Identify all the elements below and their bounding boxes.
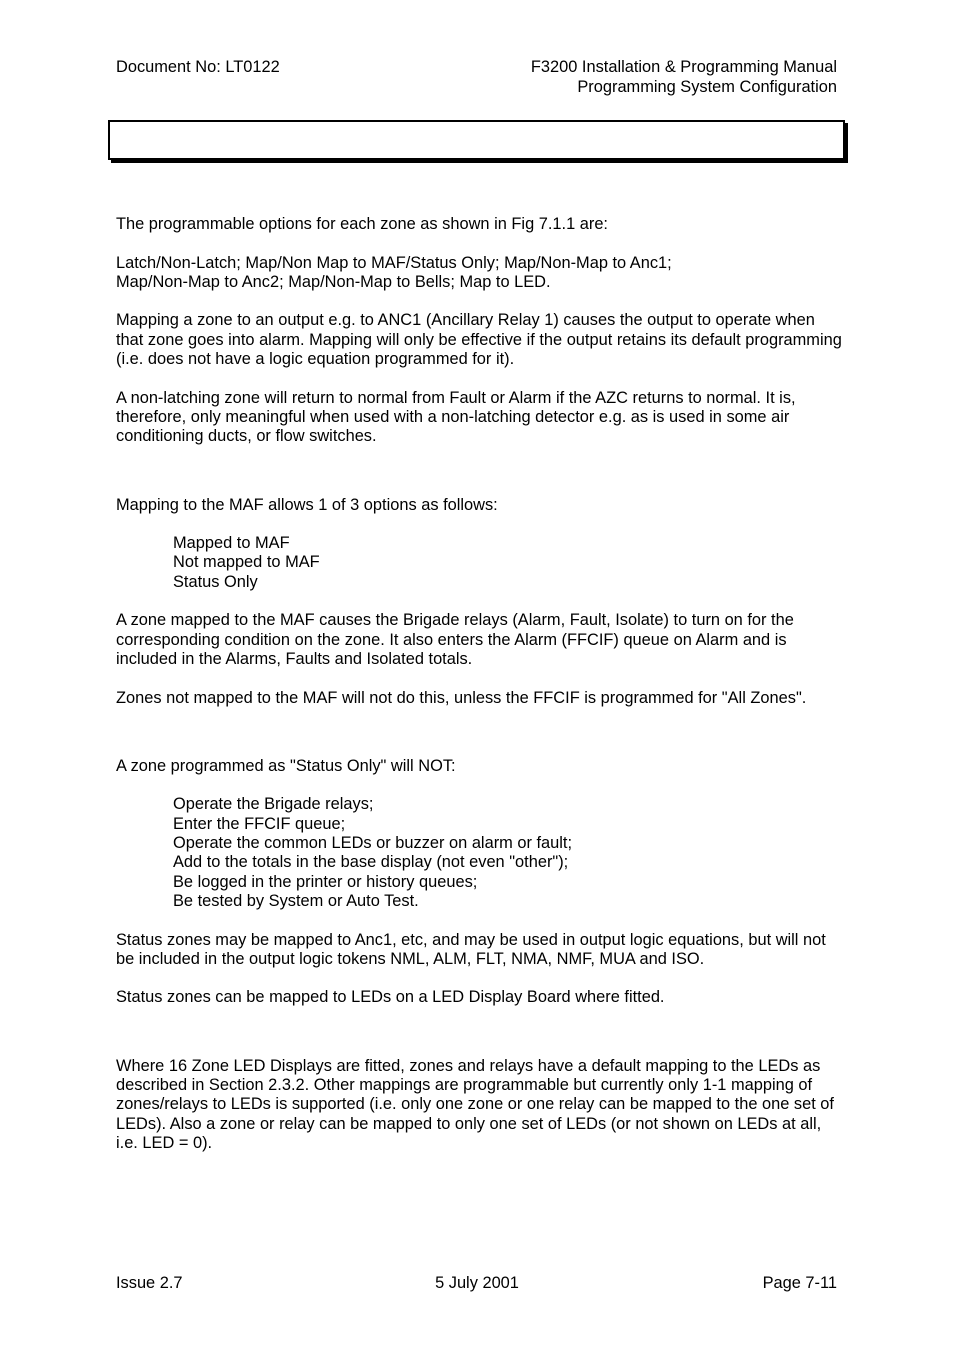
- section-title: Programming System Configuration: [577, 78, 837, 96]
- footer-date: 5 July 2001: [435, 1274, 519, 1292]
- header-titles: [531, 57, 837, 97]
- document-number: Document No: LT0122: [116, 58, 280, 76]
- list-item: Operate the common LEDs or buzzer on alarm or fault;: [173, 834, 573, 853]
- paragraph-status-only-intro: A zone programmed as "Status Only" will NOT:: [116, 756, 456, 775]
- maf-options-list: [116, 534, 844, 592]
- paragraph-mapping: Mapping a zone to an output e.g. to ANC1 (Ancillary Relay 1) causes the output to operate when that zone goes into alarm. Mapping will only be effective if the output retains its default programming (i.e. does not have a logic equation programmed for it).: [116, 311, 842, 369]
- list-item: Be logged in the printer or history queues;: [173, 872, 478, 891]
- status-only-list: [116, 795, 844, 911]
- list-item: Not mapped to MAF: [173, 553, 320, 572]
- paragraph-status-zones-leds: Status zones can be mapped to LEDs on a LED Display Board where fitted.: [116, 988, 665, 1007]
- paragraph-maf-intro: Mapping to the MAF allows 1 of 3 options as follows:: [116, 495, 498, 514]
- paragraph-options-intro: The programmable options for each zone as shown in Fig 7.1.1 are:: [116, 215, 608, 233]
- page-body: [116, 215, 844, 1153]
- paragraph-options-line2: Map/Non-Map to Anc2; Map/Non-Map to Bells; Map to LED.: [116, 272, 551, 291]
- paragraph-maf-mapped: A zone mapped to the MAF causes the Brigade relays (Alarm, Fault, Isolate) to turn on for the corresponding condition on the zone. It also enters the Alarm (FFCIF) queue on Alarm and is included in the Alarms, Faults and Isolated totals.: [116, 611, 794, 668]
- paragraph-options-line1: Latch/Non-Latch; Map/Non Map to MAF/Status Only; Map/Non-Map to Anc1;: [116, 253, 672, 272]
- section-heading-box: [108, 120, 845, 160]
- list-item: Add to the totals in the base display (not even "other");: [173, 853, 569, 872]
- footer-page-number: Page 7-11: [762, 1274, 837, 1292]
- list-item: Enter the FFCIF queue;: [173, 814, 346, 833]
- paragraph-non-latching: A non-latching zone will return to normal from Fault or Alarm if the AZC returns to normal. It is, therefore, only meaningful when used with a non-latching detector e.g. as is used in some air conditioning ducts, or flow switches.: [116, 388, 796, 446]
- paragraph-maf-not-mapped: Zones not mapped to the MAF will not do this, unless the FFCIF is programmed for "All Zones".: [116, 688, 807, 707]
- list-item: Status Only: [173, 572, 258, 591]
- manual-title: F3200 Installation & Programming Manual: [530, 58, 837, 76]
- list-item: Operate the Brigade relays;: [173, 795, 374, 814]
- paragraph-led-displays: Where 16 Zone LED Displays are fitted, zones and relays have a default mapping to the LEDs as described in Section 2.3.2. Other mappings are programmable but currently only 1-1 mapping of zones/relays to LEDs is supported (i.e. only one zone or one relay can be mapped to the one set of LEDs). Also a zone or relay can be mapped to only one set of LEDs (or not shown on LEDs at all, i.e. LED = 0).: [116, 1056, 834, 1152]
- list-item: Be tested by System or Auto Test.: [173, 891, 419, 910]
- list-item: Mapped to MAF: [173, 534, 290, 553]
- footer-issue: Issue 2.7: [116, 1274, 183, 1292]
- paragraph-status-zones-logic: Status zones may be mapped to Anc1, etc, and may be used in output logic equations, but will not be included in the output logic tokens NML, ALM, FLT, NMA, NMF, MUA and ISO.: [116, 930, 826, 968]
